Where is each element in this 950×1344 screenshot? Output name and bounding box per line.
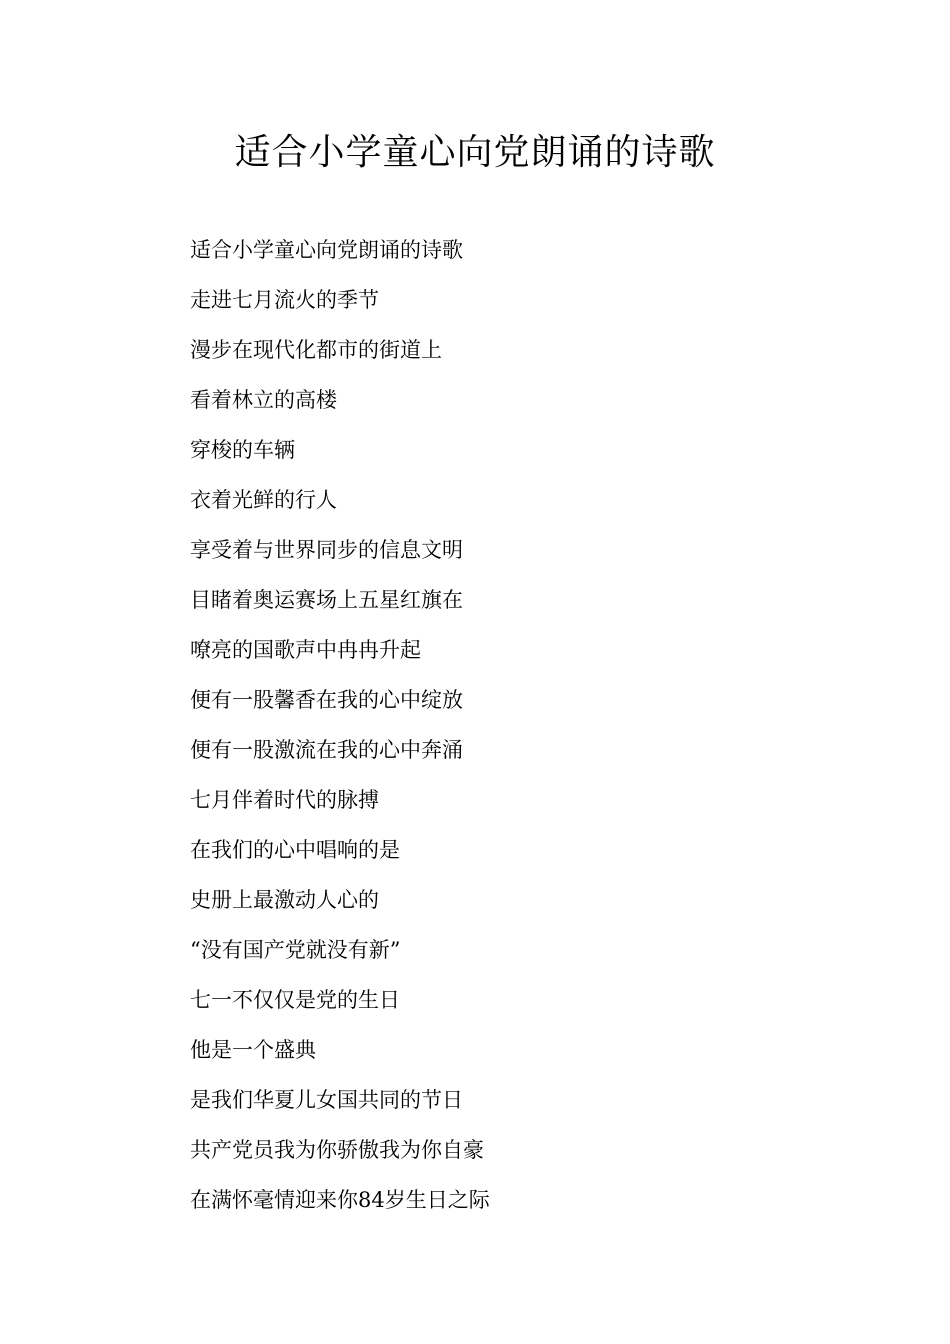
poem-line: 看着林立的高楼 (190, 388, 337, 412)
poem-line: 共产党员我为你骄傲我为你自豪 (190, 1138, 484, 1162)
poem-line: 目睹着奥运赛场上五星红旗在 (190, 588, 463, 612)
poem-line: 史册上最激动人心的 (190, 888, 379, 912)
poem-body (190, 232, 490, 1232)
poem-line: 便有一股激流在我的心中奔涌 (190, 738, 463, 762)
poem-line: 七一不仅仅是党的生日 (190, 988, 400, 1012)
poem-line: “没有国产党就没有新” (190, 938, 401, 962)
poem-line: 嘹亮的国歌声中冉冉升起 (190, 638, 421, 662)
poem-line: 漫步在现代化都市的街道上 (190, 338, 442, 362)
poem-line: 穿梭的车辆 (190, 438, 295, 462)
poem-line: 便有一股馨香在我的心中绽放 (190, 688, 463, 712)
poem-line: 走进七月流火的季节 (190, 288, 379, 312)
poem-line: 在满怀毫情迎来你84岁生日之际 (190, 1188, 490, 1212)
poem-line: 他是一个盛典 (190, 1038, 316, 1062)
document-title: 适合小学童心向党朗诵的诗歌 (234, 132, 716, 173)
poem-line: 享受着与世界同步的信息文明 (190, 538, 463, 562)
poem-line: 是我们华夏儿女国共同的节日 (190, 1088, 463, 1112)
poem-line: 七月伴着时代的脉搏 (190, 788, 379, 812)
poem-line: 适合小学童心向党朗诵的诗歌 (190, 238, 463, 262)
poem-line: 衣着光鲜的行人 (190, 488, 337, 512)
poem-line: 在我们的心中唱响的是 (190, 838, 400, 862)
